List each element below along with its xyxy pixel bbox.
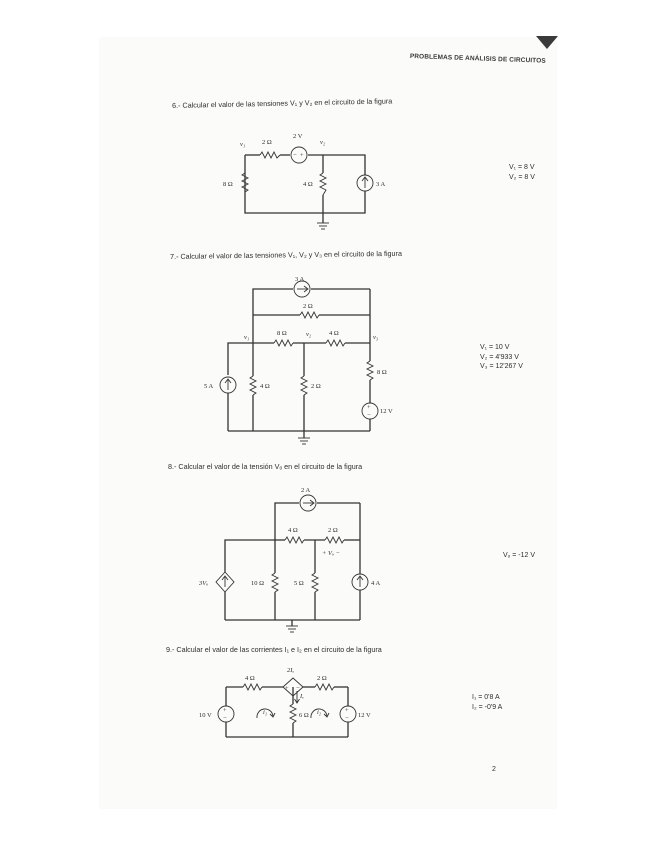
source-plus-sign: + [300,152,304,159]
wire [275,503,299,540]
label-i2: i₂ [317,709,322,716]
label-r-top: 2 Ω [262,139,272,146]
problem-6-title: 6.- Calcular el valor de las tensiones V₁ y V₂ en el circuito de la figura [172,96,393,110]
resistor-icon [285,537,304,543]
label-r-top: 2 Ω [303,303,313,310]
source-minus-sign: − [296,685,300,692]
resistor-icon [243,684,262,690]
label-src-top: 2 A [301,487,311,494]
label-r-d: 2 Ω [311,383,321,390]
resistor-icon [272,573,278,592]
problem-9-title: 9.- Calcular el valor de las corrientes I₁ e I₂ en el circuito de la figura [166,645,382,654]
label-r-c: 10 Ω [251,580,264,587]
label-src-right: 3 A [376,181,386,188]
source-plus-sign: + [285,685,289,692]
answer-v3: V₃ = 12'267 V [480,363,523,370]
problem-6-answers [509,163,535,182]
answer-v1: V₁ = 10 V [480,344,510,351]
label-src-v: 12 V [380,408,393,415]
source-minus-sign: − [367,412,371,419]
source-plus-sign: + [223,707,227,714]
source-minus-sign: − [223,715,227,722]
label-r-c: 6 Ω [299,712,309,719]
answer-v1: V₁ = 8 V [509,164,535,171]
answer-v2: V₂ = 4'933 V [480,353,519,361]
page-corner-mark [536,36,558,49]
resistor-icon [290,704,296,723]
resistor-icon [312,573,318,592]
label-src-right: 4 A [371,580,381,587]
label-src-right: 12 V [358,712,371,719]
label-r-a: 4 Ω [288,527,298,534]
label-r-a: 4 Ω [245,675,255,682]
source-minus-sign: − [345,715,349,722]
wire [225,540,275,572]
label-r-mid: 4 Ω [303,181,313,188]
label-r-a: 8 Ω [277,330,287,337]
label-v1: v₁ [240,141,246,148]
label-vo: + Vₒ − [322,550,340,557]
problem-9-answers [472,693,502,712]
problem-7-answers [480,343,523,372]
resistor-icon [274,340,293,346]
resistor-icon [260,152,280,158]
problem-9-circuit [193,660,383,745]
resistor-icon [320,173,326,195]
label-r-b: 2 Ω [317,675,327,682]
problem-8-circuit [195,480,395,640]
problem-6-circuit [215,125,390,240]
resistor-icon [315,684,334,690]
page-header: PROBLEMAS DE ANÁLISIS DE CIRCUITOS [409,53,546,65]
label-src-top: 3 A [295,276,305,283]
wire [228,343,253,375]
label-dep-src: 3Vₒ [199,580,209,587]
label-r-left: 8 Ω [223,181,233,188]
resistor-icon [326,340,345,346]
source-plus-sign: + [367,404,371,411]
label-r-b: 4 Ω [329,330,339,337]
answer-v2: V₂ = 8 V [509,173,535,181]
label-r-b: 2 Ω [328,527,338,534]
label-i1: i₁ [263,709,268,716]
label-v3: v₃ [373,334,379,341]
label-ix: Iₓ [300,693,305,700]
label-src-top: 2 V [293,133,303,140]
resistor-icon [301,376,307,395]
problem-8-answers [503,551,535,561]
label-src-left: 10 V [199,712,212,719]
label-r-e: 8 Ω [377,369,387,376]
answer-vo: Vₒ = -12 V [503,552,536,559]
resistor-icon [250,376,256,395]
answer-i1: I₁ = 0'8 A [472,694,500,701]
label-dep-src: 2Iₓ [287,667,295,674]
problem-7-circuit [198,275,413,450]
resistor-icon [300,312,319,318]
label-src-left: 5 A [204,383,214,390]
label-r-d: 5 Ω [294,580,304,587]
label-v2: v₂ [306,331,312,338]
source-plus-sign: + [345,707,349,714]
problem-8-title: 8.- Calcular el valor de la tensión Vₒ en el circuito de la figura [168,462,363,471]
resistor-icon [367,361,373,380]
resistor-icon [325,537,344,543]
page-number: 2 [492,766,496,773]
label-r-c: 4 Ω [260,383,270,390]
label-v2: v₂ [320,139,326,146]
source-minus-sign: − [293,152,297,159]
wire [253,289,293,343]
answer-i2: I₂ = -0'9 A [472,703,503,711]
problem-7-title: 7.- Calcular el valor de las tensiones V₁, V₂ y V₃ en el circuito de la figura [170,248,402,261]
label-v1: v₁ [244,334,250,341]
